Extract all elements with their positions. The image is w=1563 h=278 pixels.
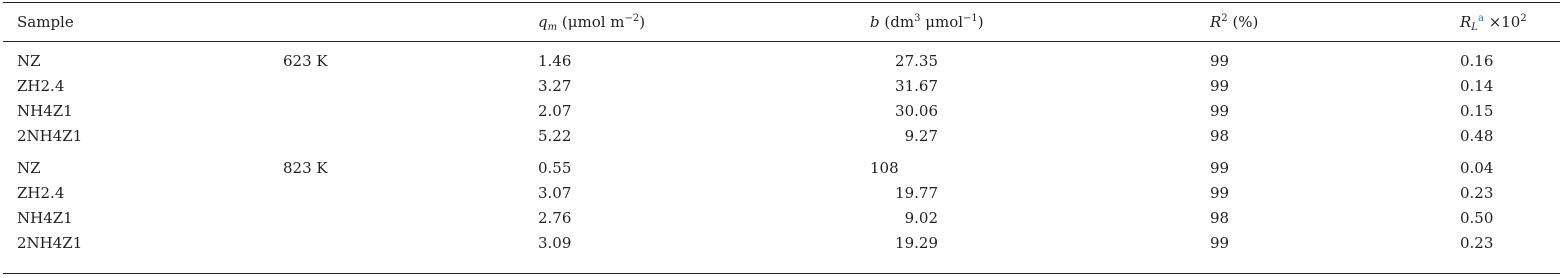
row-r2: 99 — [1210, 102, 1230, 120]
top-rule — [3, 2, 1560, 3]
row-rl: 0.48 — [1460, 127, 1494, 145]
row-qm: 5.22 — [538, 127, 572, 145]
qm-unit: (μmol m — [561, 13, 625, 31]
row-qm: 2.07 — [538, 102, 572, 120]
row-r2: 98 — [1210, 209, 1230, 227]
b-unit-b-exp: −1 — [963, 13, 978, 24]
row-b: 30.06 — [895, 102, 938, 120]
row-r2: 99 — [1210, 184, 1230, 202]
header-sample: Sample — [17, 13, 74, 31]
row-b: 108 — [870, 159, 899, 177]
row-rl: 0.23 — [1460, 184, 1494, 202]
rl-footnote-link[interactable]: a — [1477, 13, 1484, 24]
qm-unit-exp: −2 — [624, 13, 640, 24]
row-rl: 0.04 — [1460, 159, 1494, 177]
rl-subscript: L — [1471, 22, 1478, 33]
row-r2: 99 — [1210, 159, 1230, 177]
row-rl: 0.50 — [1460, 209, 1494, 227]
row-qm: 0.55 — [538, 159, 572, 177]
group-temperature: 623 K — [283, 52, 328, 70]
row-sample: ZH2.4 — [17, 77, 65, 95]
header-b: b ($dm^3$ μmol$^{-1}$) — [870, 13, 984, 31]
row-r2: 99 — [1210, 77, 1230, 95]
row-sample: ZH2.4 — [17, 184, 65, 202]
rl-times: ×10 — [1488, 13, 1521, 31]
group-temperature: 823 K — [283, 159, 328, 177]
row-qm: 1.46 — [538, 52, 572, 70]
row-sample: 2NH4Z1 — [17, 127, 83, 145]
r2-exp: 2 — [1221, 13, 1228, 24]
row-rl: 0.16 — [1460, 52, 1494, 70]
row-sample: NZ — [17, 159, 41, 177]
header-r2 — [1210, 12, 1258, 32]
row-rl: 0.14 — [1460, 77, 1494, 95]
header-rl — [1460, 12, 1527, 32]
rl-times-exp: 2 — [1520, 13, 1527, 24]
row-qm: 3.27 — [538, 77, 572, 95]
b-unit-a: (dm — [884, 13, 915, 31]
row-b: 27.35 — [895, 52, 938, 70]
row-qm: 2.76 — [538, 209, 572, 227]
row-b: 9.02 — [904, 209, 938, 227]
row-b: 19.29 — [895, 234, 938, 252]
b-unit-a-exp: 3 — [914, 13, 921, 24]
row-sample: NH4Z1 — [17, 209, 73, 227]
row-qm: 3.09 — [538, 234, 572, 252]
row-sample: NZ — [17, 52, 41, 70]
b-unit-b: μmol — [925, 13, 964, 31]
row-r2: 98 — [1210, 127, 1230, 145]
row-b: 9.27 — [904, 127, 938, 145]
row-qm: 3.07 — [538, 184, 572, 202]
row-r2: 99 — [1210, 52, 1230, 70]
row-rl: 0.15 — [1460, 102, 1494, 120]
row-b: 31.67 — [895, 77, 938, 95]
row-b: 19.77 — [895, 184, 938, 202]
row-sample: NH4Z1 — [17, 102, 73, 120]
r2-symbol: R — [1210, 13, 1222, 31]
row-r2: 99 — [1210, 234, 1230, 252]
header-qm: $q_m$ (μmol $m^{-2}$) — [538, 13, 646, 33]
qm-symbol: $q_m$ — [538, 13, 558, 33]
rl-symbol: R — [1460, 13, 1472, 31]
row-sample: 2NH4Z1 — [17, 234, 83, 252]
b-symbol: b — [870, 13, 880, 31]
row-rl: 0.23 — [1460, 234, 1494, 252]
header-rule — [3, 41, 1560, 42]
r2-unit: (%) — [1232, 13, 1259, 31]
bottom-rule — [3, 273, 1560, 274]
